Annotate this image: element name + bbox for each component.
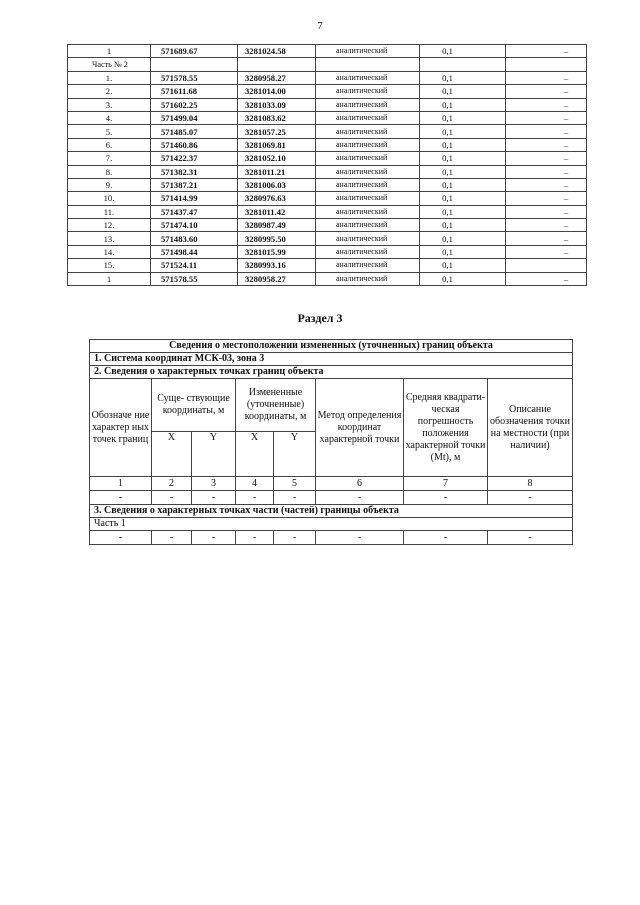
table-cell: - [90, 531, 152, 545]
y-coordinate: 3280993.16 [238, 259, 316, 272]
description-cell: – [506, 111, 587, 124]
empty-data-row [90, 491, 573, 505]
point-number: 2. [68, 85, 151, 98]
description-cell: – [506, 98, 587, 111]
point-number: 1 [68, 272, 151, 285]
table-cell: - [90, 491, 152, 505]
x-coordinate: 571414.99 [151, 192, 238, 205]
col-number: 8 [488, 477, 573, 491]
point-number: 15. [68, 259, 151, 272]
method-cell: аналитический [316, 272, 420, 285]
x-coordinate: 571460.86 [151, 138, 238, 151]
x-coordinate: 571499.04 [151, 111, 238, 124]
precision-cell: 0,1 [420, 111, 506, 124]
section-heading: Раздел 3 [297, 311, 343, 325]
y-coordinate: 3281069.81 [238, 138, 316, 151]
method-cell: аналитический [316, 125, 420, 138]
description-cell: – [506, 125, 587, 138]
point-number: 4. [68, 111, 151, 124]
point-number: 3. [68, 98, 151, 111]
description-cell: – [506, 192, 587, 205]
part-data-row [90, 531, 573, 545]
y-coordinate: 3280987.49 [238, 219, 316, 232]
col-description: Описание обозначения точки на местности (при наличии) [488, 379, 573, 477]
col-changed: Измененные (уточненные) координаты, м [236, 379, 316, 432]
sub-x-existing: X [152, 432, 192, 477]
x-coordinate: 571437.47 [151, 205, 238, 218]
table-cell: - [236, 531, 274, 545]
table-cell: - [236, 491, 274, 505]
description-cell: – [506, 245, 587, 258]
precision-cell: 0,1 [420, 232, 506, 245]
col-number: 3 [192, 477, 236, 491]
precision-cell: 0,1 [420, 205, 506, 218]
table-cell [316, 58, 420, 71]
method-cell: аналитический [316, 192, 420, 205]
y-coordinate: 3281033.09 [238, 98, 316, 111]
table-row [68, 178, 587, 191]
y-coordinate: 3281011.21 [238, 165, 316, 178]
table-row [68, 111, 587, 124]
method-cell: аналитический [316, 152, 420, 165]
point-number: 9. [68, 178, 151, 191]
method-cell: аналитический [316, 245, 420, 258]
table-cell: - [192, 531, 236, 545]
precision-cell: 0,1 [420, 71, 506, 84]
precision-cell: 0,1 [420, 272, 506, 285]
sub-y-existing: Y [192, 432, 236, 477]
point-number: 5. [68, 125, 151, 138]
table-cell: - [274, 491, 316, 505]
table-row [68, 232, 587, 245]
precision-cell: 0,1 [420, 138, 506, 151]
table-row [68, 272, 587, 285]
y-coordinate: 3281083.62 [238, 111, 316, 124]
table-cell [238, 58, 316, 71]
y-coordinate: 3281052.10 [238, 152, 316, 165]
x-coordinate: 571422.37 [151, 152, 238, 165]
table-cell: - [488, 531, 573, 545]
col-number: 2 [152, 477, 192, 491]
table-row [68, 245, 587, 258]
table-cell: - [152, 531, 192, 545]
table-row [68, 125, 587, 138]
x-coordinate: 571483.60 [151, 232, 238, 245]
table-cell: - [274, 531, 316, 545]
description-cell: – [506, 205, 587, 218]
part-label: Часть 1 [90, 518, 573, 531]
points-heading-row [90, 366, 573, 379]
table-row [68, 192, 587, 205]
y-coordinate: 3280958.27 [238, 71, 316, 84]
col-number: 1 [90, 477, 152, 491]
y-coordinate: 3281014.00 [238, 85, 316, 98]
method-cell: аналитический [316, 219, 420, 232]
parts-heading-row [90, 505, 573, 518]
table-cell: - [488, 491, 573, 505]
description-cell: – [506, 219, 587, 232]
x-coordinate: 571485.07 [151, 125, 238, 138]
method-cell: аналитический [316, 259, 420, 272]
point-number: 13. [68, 232, 151, 245]
table-row [68, 45, 587, 58]
method-cell: аналитический [316, 178, 420, 191]
precision-cell: 0,1 [420, 98, 506, 111]
col-method: Метод определения координат характерной точки [316, 379, 404, 477]
method-cell: аналитический [316, 71, 420, 84]
table-row [68, 98, 587, 111]
precision-cell: 0,1 [420, 245, 506, 258]
col-number: 6 [316, 477, 404, 491]
point-number: 1. [68, 71, 151, 84]
table-cell: - [404, 491, 488, 505]
precision-cell: 0,1 [420, 192, 506, 205]
table-cell [506, 58, 587, 71]
col-number: 7 [404, 477, 488, 491]
table-row [68, 138, 587, 151]
table-cell [420, 58, 506, 71]
point-number: 8. [68, 165, 151, 178]
point-number: 1 [68, 45, 151, 58]
x-coordinate: 571578.55 [151, 272, 238, 285]
precision-cell: 0,1 [420, 152, 506, 165]
precision-cell: 0,1 [420, 165, 506, 178]
precision-cell: 0,1 [420, 219, 506, 232]
precision-cell: 0,1 [420, 125, 506, 138]
y-coordinate: 3280995.50 [238, 232, 316, 245]
precision-cell: 0,1 [420, 178, 506, 191]
y-coordinate: 3281024.58 [238, 45, 316, 58]
y-coordinate: 3280976.63 [238, 192, 316, 205]
y-coordinate: 3280958.27 [238, 272, 316, 285]
x-coordinate: 571689.67 [151, 45, 238, 58]
header-row [90, 379, 573, 432]
x-coordinate: 571578.55 [151, 71, 238, 84]
points-heading: 2. Сведения о характерных точках границ объекта [90, 366, 573, 379]
parts-heading: 3. Сведения о характерных точках части (частей) границы объекта [90, 505, 573, 518]
page-number: 7 [317, 20, 323, 32]
part-row [68, 58, 587, 71]
sub-x-changed: X [236, 432, 274, 477]
coordinates-table [67, 44, 587, 286]
col-number: 4 [236, 477, 274, 491]
description-cell: – [506, 272, 587, 285]
table-cell: - [316, 491, 404, 505]
method-cell: аналитический [316, 85, 420, 98]
part-label-row [90, 518, 573, 531]
point-number: 10. [68, 192, 151, 205]
table-cell: - [404, 531, 488, 545]
description-cell: – [506, 45, 587, 58]
precision-cell: 0,1 [420, 45, 506, 58]
method-cell: аналитический [316, 165, 420, 178]
table-row [68, 219, 587, 232]
point-number: 7. [68, 152, 151, 165]
table-cell: - [316, 531, 404, 545]
precision-cell: 0,1 [420, 259, 506, 272]
col-designation: Обозначе ние характер ных точек границ [90, 379, 152, 477]
table-cell: - [192, 491, 236, 505]
point-number: 11. [68, 205, 151, 218]
description-cell: – [506, 85, 587, 98]
x-coordinate: 571611.68 [151, 85, 238, 98]
coord-system: 1. Система координат МСК-03, зона 3 [90, 353, 573, 366]
method-cell: аналитический [316, 232, 420, 245]
x-coordinate: 571387.21 [151, 178, 238, 191]
table-row [68, 85, 587, 98]
description-cell: – [506, 178, 587, 191]
section3-table [89, 339, 573, 545]
method-cell: аналитический [316, 98, 420, 111]
table-title-row [90, 340, 573, 353]
x-coordinate: 571474.10 [151, 219, 238, 232]
precision-cell: 0,1 [420, 85, 506, 98]
y-coordinate: 3281057.25 [238, 125, 316, 138]
column-numbers-row [90, 477, 573, 491]
sub-y-changed: Y [274, 432, 316, 477]
x-coordinate: 571524.11 [151, 259, 238, 272]
table-row [68, 205, 587, 218]
point-number: 14. [68, 245, 151, 258]
method-cell: аналитический [316, 111, 420, 124]
coord-system-row [90, 353, 573, 366]
description-cell: – [506, 71, 587, 84]
table-row [68, 165, 587, 178]
x-coordinate: 571382.31 [151, 165, 238, 178]
description-cell: – [506, 138, 587, 151]
description-cell [506, 259, 587, 272]
part-label: Часть № 2 [68, 58, 151, 71]
x-coordinate: 571498.44 [151, 245, 238, 258]
description-cell: – [506, 165, 587, 178]
table-cell: - [152, 491, 192, 505]
table-title: Сведения о местоположении измененных (уточненных) границ объекта [90, 340, 573, 353]
description-cell: – [506, 152, 587, 165]
table-row [68, 152, 587, 165]
y-coordinate: 3281015.99 [238, 245, 316, 258]
y-coordinate: 3281006.03 [238, 178, 316, 191]
table-row [68, 71, 587, 84]
col-number: 5 [274, 477, 316, 491]
y-coordinate: 3281011.42 [238, 205, 316, 218]
col-precision: Средняя квадрати- ческая погрешность положения характерной точки (Mt), м [404, 379, 488, 477]
col-existing: Суще- ствующие координаты, м [152, 379, 236, 432]
x-coordinate: 571602.25 [151, 98, 238, 111]
table-row [68, 259, 587, 272]
description-cell: – [506, 232, 587, 245]
point-number: 12. [68, 219, 151, 232]
method-cell: аналитический [316, 138, 420, 151]
point-number: 6. [68, 138, 151, 151]
method-cell: аналитический [316, 205, 420, 218]
table-cell [151, 58, 238, 71]
method-cell: аналитический [316, 45, 420, 58]
